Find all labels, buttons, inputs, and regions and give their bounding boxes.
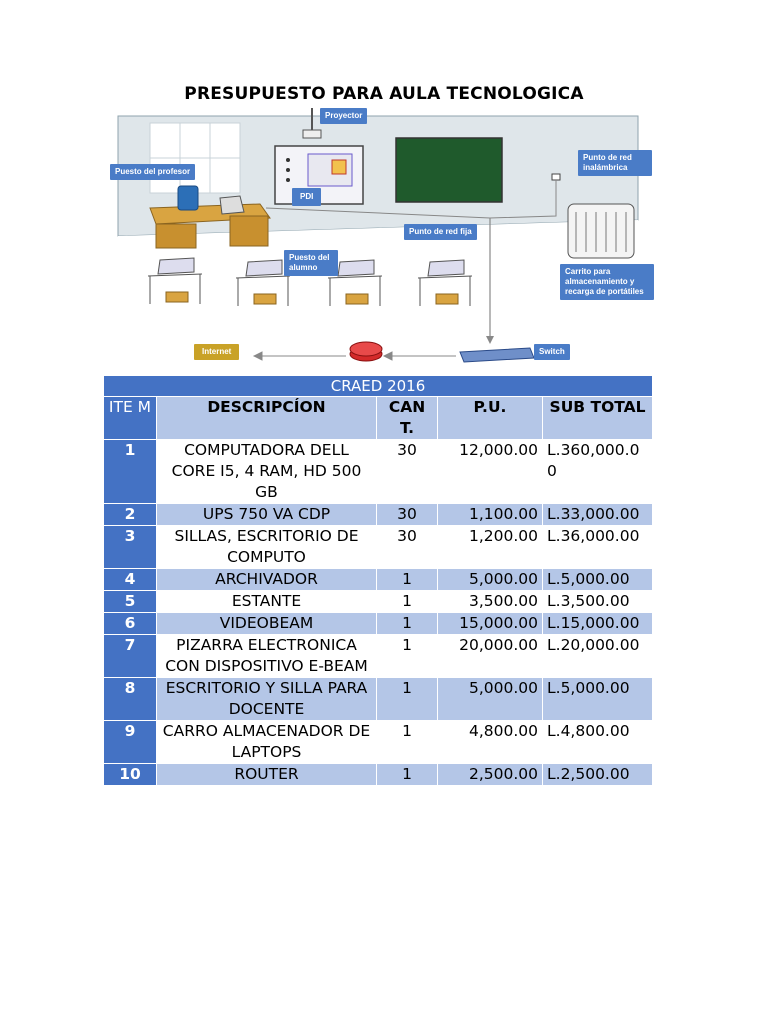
chalkboard xyxy=(396,138,502,202)
table-row xyxy=(104,504,653,526)
table-row xyxy=(104,613,653,635)
table-row xyxy=(104,526,653,569)
cell-cant: 1 xyxy=(377,678,438,721)
table-row xyxy=(104,721,653,764)
cell-cant: 30 xyxy=(377,440,438,504)
label-switch: Switch xyxy=(534,344,570,360)
cell-item: 10 xyxy=(104,764,157,786)
classroom-drawing xyxy=(110,108,656,372)
cell-cant: 30 xyxy=(377,526,438,569)
classroom-illustration xyxy=(110,108,656,372)
switch-icon xyxy=(460,348,534,362)
cell-cant: 1 xyxy=(377,764,438,786)
cell-subtotal: L.4,800.00 xyxy=(543,721,653,764)
wifi-access-point-icon xyxy=(552,174,560,180)
cell-descripcion: ESCRITORIO Y SILLA PARA DOCENTE xyxy=(157,678,377,721)
label-punto-red-inalambrica: Punto de red inalámbrica xyxy=(578,150,652,176)
table-row xyxy=(104,678,653,721)
label-punto-red-fija: Punto de red fija xyxy=(404,224,477,240)
label-puesto-profesor: Puesto del profesor xyxy=(110,164,195,180)
cell-subtotal: L.360,000.00 xyxy=(543,440,653,504)
cell-descripcion: ROUTER xyxy=(157,764,377,786)
cell-item: 3 xyxy=(104,526,157,569)
table-caption: CRAED 2016 xyxy=(104,376,653,397)
table-row xyxy=(104,569,653,591)
cell-cant: 1 xyxy=(377,721,438,764)
cell-cant: 1 xyxy=(377,569,438,591)
cell-subtotal: L.5,000.00 xyxy=(543,678,653,721)
header-pu: P.U. xyxy=(438,397,543,440)
cell-item: 7 xyxy=(104,635,157,678)
table-row xyxy=(104,440,653,504)
header-cant: CAN T. xyxy=(377,397,438,440)
cell-descripcion: COMPUTADORA DELL CORE I5, 4 RAM, HD 500 GB xyxy=(157,440,377,504)
cell-cant: 1 xyxy=(377,591,438,613)
cell-subtotal: L.33,000.00 xyxy=(543,504,653,526)
cell-cant: 30 xyxy=(377,504,438,526)
cell-item: 5 xyxy=(104,591,157,613)
cell-cant: 1 xyxy=(377,613,438,635)
table-header-row xyxy=(104,397,653,440)
cell-pu: 3,500.00 xyxy=(438,591,543,613)
label-puesto-alumno: Puesto del alumno xyxy=(284,250,338,276)
cell-pu: 20,000.00 xyxy=(438,635,543,678)
cell-pu: 5,000.00 xyxy=(438,678,543,721)
header-descripcion: DESCRIPCÍON xyxy=(157,397,377,440)
cell-subtotal: L.20,000.00 xyxy=(543,635,653,678)
cell-descripcion: PIZARRA ELECTRONICA CON DISPOSITIVO E-BEAM xyxy=(157,635,377,678)
cell-pu: 12,000.00 xyxy=(438,440,543,504)
cell-descripcion: ARCHIVADOR xyxy=(157,569,377,591)
cell-subtotal: L.5,000.00 xyxy=(543,569,653,591)
router-icon xyxy=(350,342,382,361)
cell-descripcion: VIDEOBEAM xyxy=(157,613,377,635)
table-row xyxy=(104,591,653,613)
cell-pu: 2,500.00 xyxy=(438,764,543,786)
cell-pu: 4,800.00 xyxy=(438,721,543,764)
label-pdi: PDI xyxy=(292,188,321,206)
cell-descripcion: UPS 750 VA CDP xyxy=(157,504,377,526)
cell-item: 1 xyxy=(104,440,157,504)
table-row xyxy=(104,635,653,678)
cell-subtotal: L.15,000.00 xyxy=(543,613,653,635)
cell-pu: 1,100.00 xyxy=(438,504,543,526)
laptop-cart xyxy=(568,204,634,258)
cell-descripcion: ESTANTE xyxy=(157,591,377,613)
cell-subtotal: L.3,500.00 xyxy=(543,591,653,613)
cell-descripcion: CARRO ALMACENADOR DE LAPTOPS xyxy=(157,721,377,764)
table-row xyxy=(104,764,653,786)
header-item: ITE M xyxy=(104,397,157,440)
cell-subtotal: L.2,500.00 xyxy=(543,764,653,786)
cell-pu: 15,000.00 xyxy=(438,613,543,635)
cell-descripcion: SILLAS, ESCRITORIO DE COMPUTO xyxy=(157,526,377,569)
header-subtotal: SUB TOTAL xyxy=(543,397,653,440)
cell-item: 9 xyxy=(104,721,157,764)
budget-table xyxy=(103,375,653,786)
cell-item: 2 xyxy=(104,504,157,526)
cell-pu: 1,200.00 xyxy=(438,526,543,569)
cell-subtotal: L.36,000.00 xyxy=(543,526,653,569)
page-title: PRESUPUESTO PARA AULA TECNOLOGICA xyxy=(184,84,584,104)
label-carrito: Carrito para almacenamiento y recarga de portátiles xyxy=(560,264,654,300)
cell-cant: 1 xyxy=(377,635,438,678)
cell-pu: 5,000.00 xyxy=(438,569,543,591)
window xyxy=(150,123,240,193)
cell-item: 8 xyxy=(104,678,157,721)
label-internet: Internet xyxy=(194,344,239,360)
label-proyector: Proyector xyxy=(320,108,367,124)
cell-item: 6 xyxy=(104,613,157,635)
cell-item: 4 xyxy=(104,569,157,591)
table-caption-row xyxy=(104,376,653,397)
